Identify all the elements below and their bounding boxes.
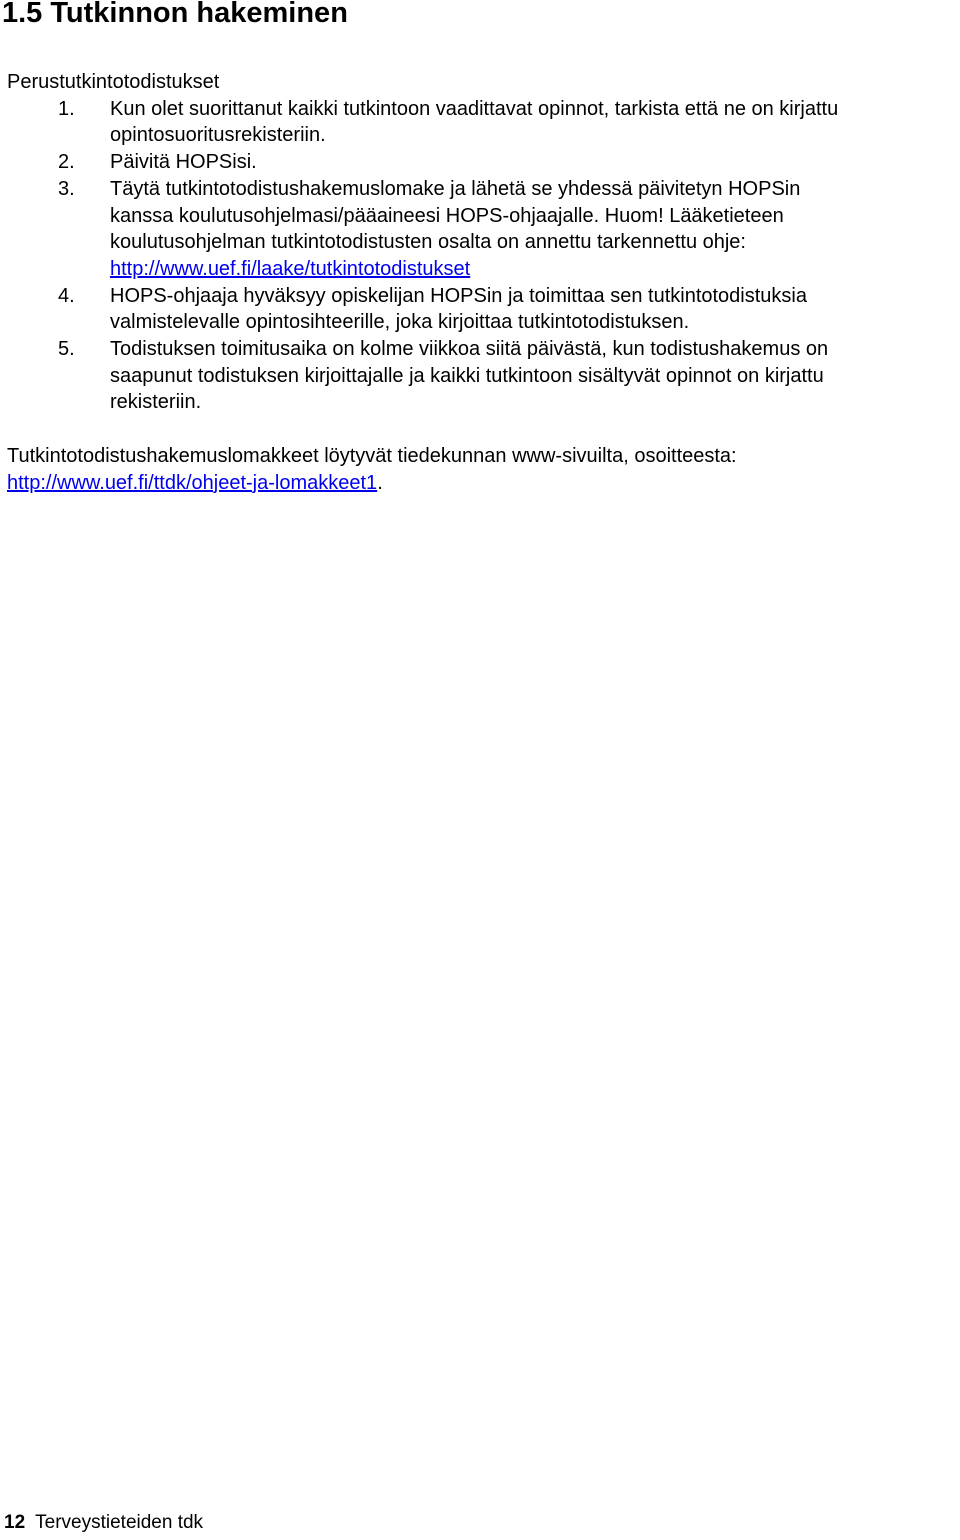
step-number: 5. xyxy=(58,338,75,361)
list-item-step-2 xyxy=(7,149,957,176)
step-text-line: koulutusohjelman tutkintotodistusten osalta on annettu tarkennettu ohje: xyxy=(110,231,746,254)
list-item-step-5 xyxy=(7,336,957,416)
closing-period: . xyxy=(377,471,383,494)
step-number: 1. xyxy=(58,97,75,120)
step-text-line: rekisteriin. xyxy=(110,391,202,414)
step-text-line: opintosuoritusrekisteriin. xyxy=(110,124,326,147)
step-number: 4. xyxy=(58,284,75,307)
ohjeet-ja-lomakkeet-link[interactable]: http://www.uef.fi/ttdk/ohjeet-ja-lomakkeet1 xyxy=(7,471,378,494)
laake-tutkintotodistukset-link[interactable]: http://www.uef.fi/laake/tutkintotodistukset xyxy=(110,257,471,280)
footer-section-name: Terveystieteiden tdk xyxy=(35,1512,204,1533)
list-item-step-1 xyxy=(7,96,957,149)
step-text-line: Täytä tutkintotodistushakemuslomake ja lähetä se yhdessä päivitetyn HOPSin xyxy=(110,177,801,200)
step-text-line: Kun olet suorittanut kaikki tutkintoon vaadittavat opinnot, tarkista että ne on kirjattu xyxy=(110,97,839,120)
page-title: 1.5 Tutkinnon hakeminen xyxy=(2,0,348,29)
steps-list xyxy=(7,96,957,416)
step-link-line xyxy=(110,256,957,283)
step-number: 2. xyxy=(58,151,75,174)
list-item-step-3 xyxy=(7,176,957,283)
list-item-step-4 xyxy=(7,283,957,336)
step-text-line: Todistuksen toimitusaika on kolme viikkoa siitä päivästä, kun todistushakemus on xyxy=(110,338,829,361)
step-text-line: saapunut todistuksen kirjoittajalle ja kaikki tutkintoon sisältyvät opinnot on kirjattu xyxy=(110,364,824,387)
closing-link-line xyxy=(7,470,957,497)
closing-text: Tutkintotodistushakemuslomakkeet löytyvät tiedekunnan www-sivuilta, osoitteesta: xyxy=(7,445,737,468)
step-text-line: Päivitä HOPSisi. xyxy=(110,151,257,174)
document-body xyxy=(7,69,957,497)
step-text-line: kanssa koulutusohjelmasi/pääaineesi HOPS-ohjaajalle. Huom! Lääketieteen xyxy=(110,204,784,227)
page-number: 12 xyxy=(4,1512,26,1533)
page-footer xyxy=(4,1511,203,1535)
closing-paragraph xyxy=(7,443,957,496)
step-text-line: HOPS-ohjaaja hyväksyy opiskelijan HOPSin ja toimittaa sen tutkintotodistuksia xyxy=(110,284,807,307)
step-text-line: valmistelevalle opintosihteerille, joka kirjoittaa tutkintotodistuksen. xyxy=(110,311,690,334)
step-number: 3. xyxy=(58,177,75,200)
section-subheading: Perustutkintotodistukset xyxy=(7,71,220,93)
